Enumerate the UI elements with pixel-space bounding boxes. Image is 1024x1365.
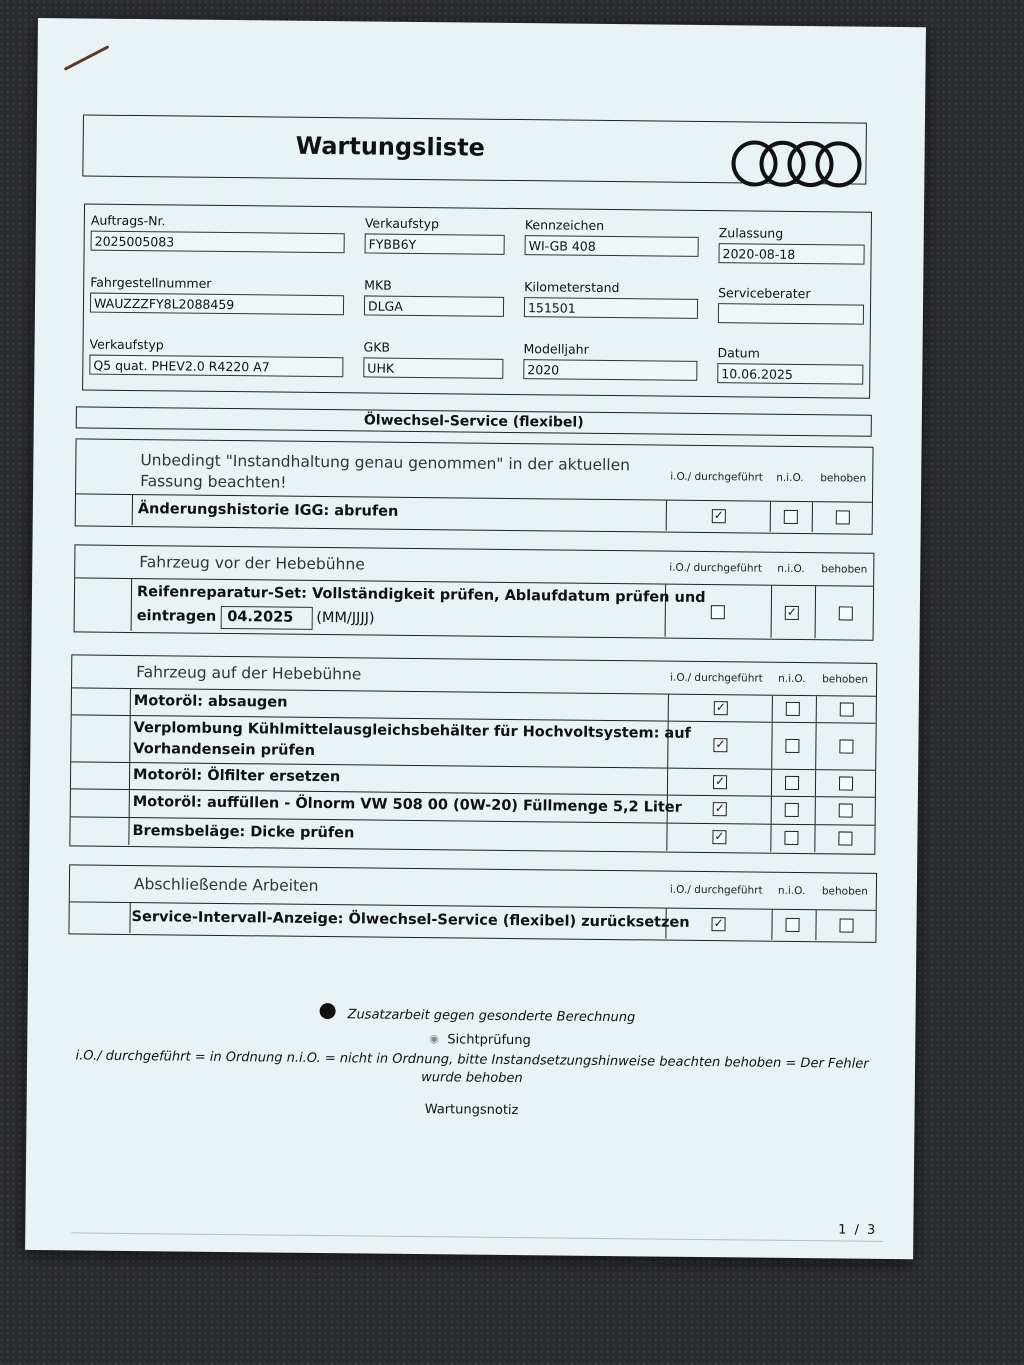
checkbox-io[interactable] [711, 605, 725, 619]
expiry-date-field[interactable]: 04.2025 [220, 606, 312, 630]
row-absaugen: Motoröl: absaugen [133, 693, 288, 711]
field-gkb: GKB UHK [363, 339, 503, 378]
row-reifen-line1: Reifenreparatur-Set: Vollständigkeit prüfen, Ablaufdatum prüfen und [136, 584, 706, 607]
group-vor-hebebuehne [74, 544, 875, 640]
checkbox-behoben[interactable] [839, 776, 853, 790]
checkbox-io-checked[interactable]: ✓ [715, 737, 726, 752]
row-reifen-line2: eintragen 04.2025 (MM/JJJJ) [137, 605, 375, 630]
field-fin: Fahrgestellnummer WAUZZZFY8L2088459 [90, 275, 344, 316]
section-title: Ölwechsel-Service (flexibel) [76, 406, 872, 436]
table-row [71, 715, 875, 770]
field-verkaufstyp: Verkaufstyp Q5 quat. PHEV2.0 R4220 A7 [89, 337, 343, 378]
group-igg-head [76, 439, 873, 502]
header-box [82, 114, 867, 184]
footer-divider [71, 1232, 883, 1242]
audi-rings-logo [731, 140, 857, 187]
checkbox-nio[interactable] [784, 510, 798, 524]
checkbox-io-checked[interactable]: ✓ [715, 700, 726, 715]
group-auf-hebebuehne [69, 654, 877, 854]
checkbox-nio[interactable] [786, 702, 800, 716]
row-auffuellen: Motoröl: auffüllen - Ölnorm VW 508 00 (0W-20) Füllmenge 5,2 Liter [132, 794, 682, 816]
field-zulassung: Zulassung 2020-08-18 [718, 225, 864, 265]
row-bremsbelaege: Bremsbeläge: Dicke prüfen [132, 823, 355, 842]
group-abschluss-head: Abschließende Arbeiten i.O./ durchgeführt n.i.O. behoben [70, 865, 876, 910]
legend-explain-1: i.O./ durchgeführt = in Ordnung n.i.O. = nicht in Ordnung, bitte Instandsetzungshinweise beachten behoben = Der Fehler [75, 1048, 869, 1072]
mkb-value: DLGA [364, 295, 504, 316]
zusatzarbeit-dot-icon [320, 1003, 336, 1019]
checkbox-nio[interactable] [785, 739, 799, 753]
pen-mark [64, 45, 110, 71]
maintenance-sheet [25, 18, 926, 1259]
legend-explain-2: wurde behoben [421, 1070, 523, 1087]
group-abschluss [68, 864, 877, 942]
berater-value [718, 303, 864, 325]
field-datum: Datum 10.06.2025 [717, 345, 863, 385]
checkbox-behoben[interactable] [840, 702, 854, 716]
zulassung-value: 2020-08-18 [718, 243, 864, 265]
checkbox-io-checked[interactable]: ✓ [714, 774, 726, 789]
checkbox-io-checked[interactable]: ✓ [714, 801, 725, 816]
row-oelfilter: Motoröl: Ölfilter ersetzen [132, 767, 341, 786]
checkbox-nio[interactable] [785, 776, 799, 790]
row-service-intervall: Service-Intervall-Anzeige: Ölwechsel-Service (flexibel) zurücksetzen [131, 909, 690, 931]
table-row [75, 578, 874, 638]
row-verplombung-line2: Vorhandensein prüfen [133, 741, 316, 759]
field-kennzeichen: Kennzeichen WI-GB 408 [525, 217, 699, 257]
col-nio: n.i.O. [776, 471, 804, 485]
row-verplombung-line1: Verplombung Kühlmittelausgleichsbehälter für Hochvoltsystem: auf [133, 720, 691, 742]
group-auf-title: Fahrzeug auf der Hebebühne [136, 663, 362, 684]
verkaufstyp-code-value: FYBB6Y [365, 233, 505, 254]
col-behoben: behoben [820, 472, 867, 485]
km-value: 151501 [524, 297, 698, 319]
group-auf-head: Fahrzeug auf der Hebebühne i.O./ durchgeführt n.i.O. behoben [72, 655, 876, 696]
modelljahr-value: 2020 [523, 359, 697, 381]
checkbox-io-checked[interactable]: ✓ [713, 916, 724, 931]
field-verkaufstyp-code: Verkaufstyp FYBB6Y [365, 215, 505, 254]
group-igg [75, 438, 874, 534]
checkbox-nio-checked[interactable]: ✓ [786, 604, 797, 619]
field-mkb: MKB DLGA [364, 277, 504, 316]
checkbox-nio[interactable] [785, 918, 799, 932]
legend-sicht: Sichtprüfung [447, 1032, 531, 1049]
vehicle-info-box [82, 203, 872, 398]
field-berater: Serviceberater [718, 285, 864, 325]
checkbox-behoben[interactable] [838, 831, 852, 845]
datum-value: 10.06.2025 [717, 363, 863, 385]
fin-value: WAUZZZFY8L2088459 [90, 293, 344, 316]
checkbox-behoben[interactable] [836, 510, 850, 524]
eye-icon: ◉ [429, 1032, 440, 1046]
checkbox-nio[interactable] [784, 831, 798, 845]
row-igg-label: Änderungshistorie IGG: abrufen [137, 501, 399, 520]
wartungsnotiz: Wartungsnotiz [424, 1102, 519, 1119]
checkbox-io-checked[interactable]: ✓ [713, 508, 724, 523]
checkbox-io-checked[interactable]: ✓ [714, 829, 725, 844]
gkb-value: UHK [363, 357, 503, 378]
page-title: Wartungsliste [295, 131, 486, 162]
group-vor-head: Fahrzeug vor der Hebebühne i.O./ durchgeführt n.i.O. behoben [75, 545, 873, 586]
checkbox-behoben[interactable] [839, 918, 853, 932]
field-auftrag: Auftrags-Nr. 2025005083 [91, 213, 345, 254]
col-io: i.O./ durchgeführt [670, 470, 764, 484]
legend-zusatz: Zusatzarbeit gegen gesonderte Berechnung [347, 1007, 636, 1026]
page-number: 1 / 3 [838, 1222, 878, 1238]
field-modelljahr: Modelljahr 2020 [523, 341, 697, 381]
group-abschluss-title: Abschließende Arbeiten [133, 875, 319, 895]
group-igg-title: Unbedingt "Instandhaltung genau genommen" in der aktuellen Fassung beachten! [140, 451, 631, 492]
group-vor-title: Fahrzeug vor der Hebebühne [139, 553, 365, 574]
checkbox-nio[interactable] [785, 803, 799, 817]
checkbox-behoben[interactable] [839, 739, 853, 753]
checkbox-behoben[interactable] [839, 803, 853, 817]
auftrag-value: 2025005083 [91, 231, 345, 254]
checkbox-behoben[interactable] [839, 606, 853, 620]
verkaufstyp-value: Q5 quat. PHEV2.0 R4220 A7 [89, 355, 343, 378]
field-km: Kilometerstand 151501 [524, 279, 698, 319]
kennzeichen-value: WI-GB 408 [525, 235, 699, 257]
